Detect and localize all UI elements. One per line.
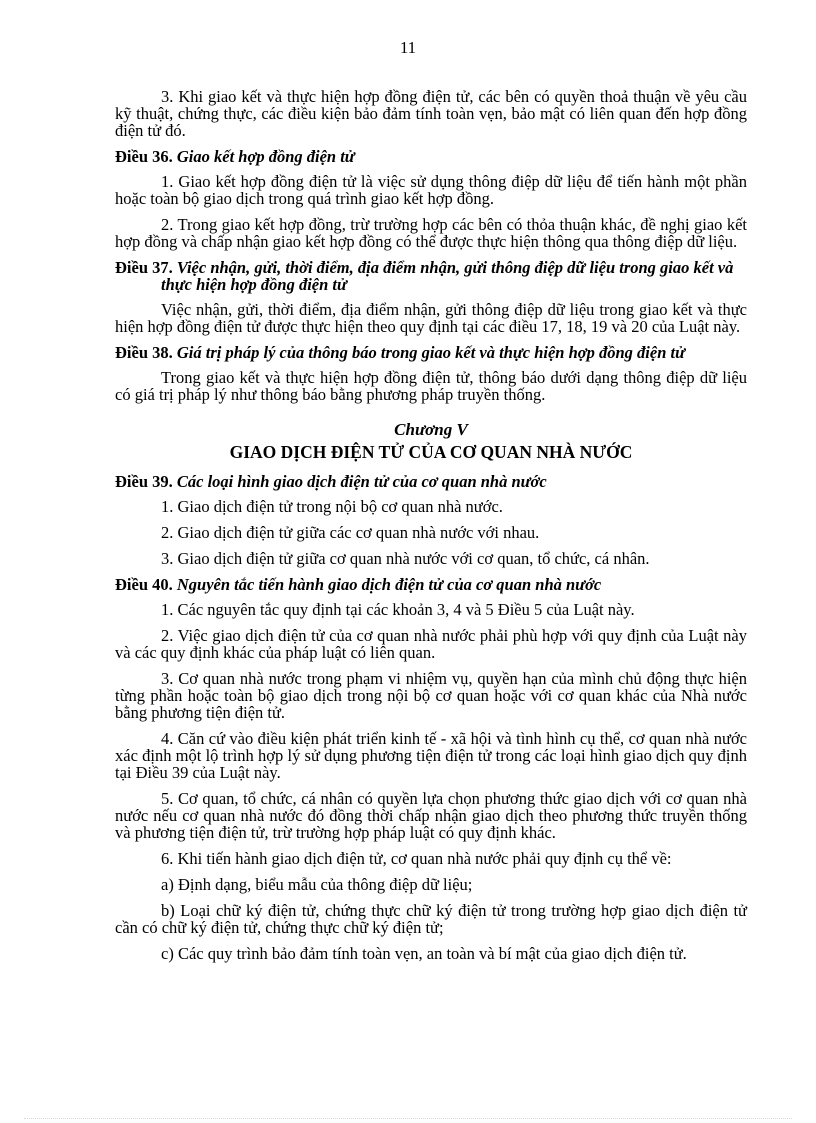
article-number: Điều 36. bbox=[115, 147, 173, 166]
paragraph: b) Loại chữ ký điện tử, chứng thực chữ ký điện tử trong trường hợp giao dịch điện tử cần có chữ ký điện tử, chứng thực chữ ký điện tử; bbox=[115, 901, 747, 937]
article-heading bbox=[115, 259, 747, 293]
article-heading bbox=[115, 576, 747, 593]
paragraph: 1. Giao dịch điện tử trong nội bộ cơ quan nhà nước. bbox=[161, 497, 503, 516]
paragraph: 5. Cơ quan, tổ chức, cá nhân có quyền lựa chọn phương thức giao dịch với cơ quan nhà nước nếu cơ quan nhà nước đó đồng thời chấp nhận giao dịch theo phương thức truyền thống và phương tiện điện tử, trừ trường hợp pháp luật có quy định khác. bbox=[115, 789, 747, 842]
page-bottom-rule bbox=[24, 1118, 792, 1119]
article-title: Các loại hình giao dịch điện tử của cơ quan nhà nước bbox=[176, 472, 547, 491]
paragraph: 2. Trong giao kết hợp đồng, trừ trường hợp các bên có thỏa thuận khác, đề nghị giao kết hợp đồng và chấp nhận giao kết hợp đồng có thể được thực hiện thông qua thông điệp dữ liệu. bbox=[115, 215, 747, 251]
page-number: 11 bbox=[399, 38, 417, 57]
paragraph: Trong giao kết và thực hiện hợp đồng điện tử, thông báo dưới dạng thông điệp dữ liệu có giá trị pháp lý như thông báo bằng phương pháp truyền thống. bbox=[115, 368, 747, 404]
article-number: Điều 40. bbox=[115, 575, 173, 594]
paragraph: 1. Các nguyên tắc quy định tại các khoản 3, 4 và 5 Điều 5 của Luật này. bbox=[161, 600, 635, 619]
paragraph: 3. Khi giao kết và thực hiện hợp đồng điện tử, các bên có quyền thoả thuận về yêu cầu kỹ thuật, chứng thực, các điều kiện bảo đảm tính toàn vẹn, bảo mật có liên quan đến hợp đồng điện tử đó. bbox=[115, 87, 747, 140]
document-body bbox=[115, 88, 747, 971]
paragraph: 6. Khi tiến hành giao dịch điện tử, cơ quan nhà nước phải quy định cụ thể về: bbox=[161, 849, 672, 868]
paragraph: 2. Giao dịch điện tử giữa các cơ quan nhà nước với nhau. bbox=[161, 523, 540, 542]
paragraph: a) Định dạng, biểu mẫu của thông điệp dữ liệu; bbox=[161, 875, 473, 894]
article-title: Việc nhận, gửi, thời điểm, địa điểm nhận, gửi thông điệp dữ liệu trong giao kết và thực hiện hợp đồng điện tử bbox=[161, 258, 734, 294]
paragraph: c) Các quy trình bảo đảm tính toàn vẹn, an toàn và bí mật của giao dịch điện tử. bbox=[161, 944, 687, 963]
chapter-label: Chương V bbox=[394, 420, 468, 439]
paragraph: 3. Giao dịch điện tử giữa cơ quan nhà nước với cơ quan, tổ chức, cá nhân. bbox=[161, 549, 650, 568]
chapter-title: GIAO DỊCH ĐIỆN TỬ CỦA CƠ QUAN NHÀ NƯỚC bbox=[229, 442, 633, 462]
paragraph: 4. Căn cứ vào điều kiện phát triển kinh tế - xã hội và tình hình cụ thể, cơ quan nhà nước xác định một lộ trình hợp lý sử dụng phương tiện điện tử trong các loại hình giao dịch quy định tại Điều 39 của Luật này. bbox=[115, 729, 747, 782]
paragraph: 1. Giao kết hợp đồng điện tử là việc sử dụng thông điệp dữ liệu để tiến hành một phần hoặc toàn bộ giao dịch trong quá trình giao kết hợp đồng. bbox=[115, 172, 747, 208]
article-number: Điều 39. bbox=[115, 472, 173, 491]
paragraph: Việc nhận, gửi, thời điểm, địa điểm nhận, gửi thông điệp dữ liệu trong giao kết và thực hiện hợp đồng điện tử được thực hiện theo quy định tại các điều 17, 18, 19 và 20 của Luật này. bbox=[115, 300, 747, 336]
article-number: Điều 37. bbox=[115, 258, 173, 277]
paragraph: 2. Việc giao dịch điện tử của cơ quan nhà nước phải phù hợp với quy định của Luật này và các quy định khác của pháp luật có liên quan. bbox=[115, 626, 747, 662]
paragraph: 3. Cơ quan nhà nước trong phạm vi nhiệm vụ, quyền hạn của mình chủ động thực hiện từng phần hoặc toàn bộ giao dịch trong nội bộ cơ quan hoặc với cơ quan khác của Nhà nước bằng phương tiện điện tử. bbox=[115, 669, 747, 722]
article-title: Giao kết hợp đồng điện tử bbox=[176, 147, 355, 166]
article-heading bbox=[115, 473, 747, 490]
article-title: Giá trị pháp lý của thông báo trong giao kết và thực hiện hợp đồng điện tử bbox=[176, 343, 685, 362]
article-heading bbox=[115, 148, 747, 165]
article-number: Điều 38. bbox=[115, 343, 173, 362]
article-heading bbox=[115, 344, 747, 361]
article-title: Nguyên tắc tiến hành giao dịch điện tử của cơ quan nhà nước bbox=[176, 575, 602, 594]
